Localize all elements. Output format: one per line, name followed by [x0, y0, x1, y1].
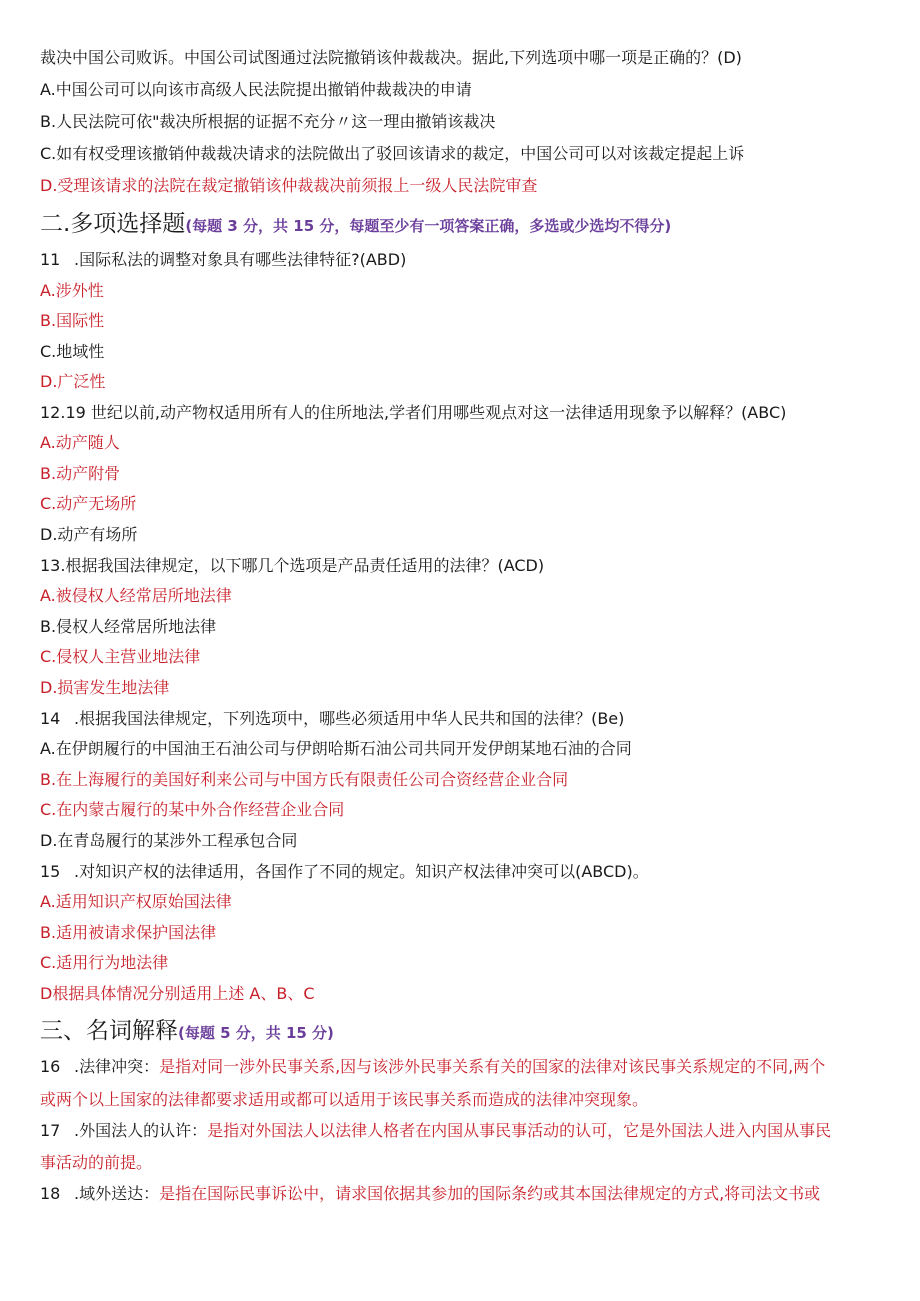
question-text: .对知识产权的法律适用，各国作了不同的规定。知识产权法律冲突可以(ABCD)。 — [74, 862, 649, 881]
section-title: 三、名词解释 — [40, 1018, 178, 1044]
q17-term — [40, 1120, 890, 1142]
q10-option-c: C.如有权受理该撤销仲裁裁决请求的法院做出了驳回该请求的裁定，中国公司可以对该裁定提起上诉 — [40, 144, 745, 163]
q10-option-d: D.受理该请求的法院在裁定撤销该仲裁裁决前须报上一级人民法院审查 — [40, 176, 538, 195]
q10-option-a: A.中国公司可以向该市高级人民法院提出撤销仲裁裁决的申请 — [40, 80, 472, 99]
definition-text: 是指在国际民事诉讼中，请求国依据其参加的国际条约或其本国法律规定的方式,将司法文书或 — [159, 1184, 821, 1203]
question-number: 15 — [40, 862, 61, 881]
q11-stem — [40, 249, 890, 271]
q11-option-c: C.地域性 — [40, 342, 105, 361]
q10-stem-continuation: 裁决中国公司败诉。中国公司试图通过法院撤销该仲裁裁决。据此,下列选项中哪一项是正确的？(D) — [40, 48, 742, 67]
question-number: 18 — [40, 1184, 61, 1203]
definition-text: 是指对外国法人以法律人格者在内国从事民事活动的认可，它是外国法人进入内国从事民 — [207, 1121, 832, 1140]
q12-option-b: B.动产附骨 — [40, 464, 121, 483]
q14-option-c: C.在内蒙古履行的某中外合作经营企业合同 — [40, 800, 345, 819]
term-label: .法律冲突： — [74, 1057, 160, 1076]
section-heading-multiple-choice — [40, 209, 890, 241]
q15-option-a: A.适用知识产权原始国法律 — [40, 892, 232, 911]
q14-option-b: B.在上海履行的美国好利来公司与中国方氏有限责任公司合资经营企业合同 — [40, 770, 569, 789]
question-text: .根据我国法律规定，下列选项中，哪些必须适用中华人民共和国的法律？(Be) — [74, 709, 625, 728]
section-heading-term-definitions — [40, 1016, 890, 1048]
q11-option-b: B.国际性 — [40, 311, 105, 330]
section-title: 二.多项选择题 — [40, 211, 186, 237]
q13-option-c: C.侵权人主营业地法律 — [40, 647, 201, 666]
q17-definition-continued: 事活动的前提。 — [40, 1153, 153, 1172]
section-scoring-note: (每题 3 分，共 15 分，每题至少有一项答案正确，多选或少选均不得分) — [185, 217, 672, 235]
q18-term — [40, 1183, 890, 1205]
q14-stem — [40, 708, 890, 730]
q12-option-c: C.动产无场所 — [40, 494, 137, 513]
question-number: 14 — [40, 709, 61, 728]
q12-option-d: D.动产有场所 — [40, 525, 138, 544]
q11-option-a: A.涉外性 — [40, 281, 104, 300]
q16-definition-continued: 或两个以上国家的法律都要求适用或都可以适用于该民事关系而造成的法律冲突现象。 — [40, 1090, 649, 1109]
q14-option-a: A.在伊朗履行的中国油王石油公司与伊朗哈斯石油公司共同开发伊朗某地石油的合同 — [40, 739, 632, 758]
q15-option-d: D根据具体情况分别适用上述 A、B、C — [40, 984, 315, 1003]
term-label: .外国法人的认许： — [74, 1121, 208, 1140]
q13-option-b: B.侵权人经常居所地法律 — [40, 617, 217, 636]
question-number: 17 — [40, 1121, 61, 1140]
question-number: 11 — [40, 250, 61, 269]
q10-option-b: B.人民法院可依"裁决所根据的证据不充分〃这一理由撤销该裁决 — [40, 112, 496, 131]
question-number: 16 — [40, 1057, 61, 1076]
q12-stem: 12.19 世纪以前,动产物权适用所有人的住所地法,学者们用哪些观点对这一法律适用现象予以解释？(ABC) — [40, 403, 787, 422]
q15-stem — [40, 861, 890, 883]
q16-term — [40, 1056, 890, 1078]
q15-option-b: B.适用被请求保护国法律 — [40, 923, 217, 942]
section-scoring-note: (每题 5 分，共 15 分) — [178, 1024, 334, 1042]
term-label: .域外送达： — [74, 1184, 160, 1203]
q15-option-c: C.适用行为地法律 — [40, 953, 169, 972]
q11-option-d: D.广泛性 — [40, 372, 106, 391]
q13-stem: 13.根据我国法律规定，以下哪几个选项是产品责任适用的法律？(ACD) — [40, 556, 545, 575]
q13-option-d: D.损害发生地法律 — [40, 678, 170, 697]
q12-option-a: A.动产随人 — [40, 433, 120, 452]
question-text: .国际私法的调整对象具有哪些法律特征?(ABD) — [74, 250, 407, 269]
q14-option-d: D.在青岛履行的某涉外工程承包合同 — [40, 831, 298, 850]
definition-text: 是指对同一涉外民事关系,因与该涉外民事关系有关的国家的法律对该民事关系规定的不同,两个 — [159, 1057, 826, 1076]
q13-option-a: A.被侵权人经常居所地法律 — [40, 586, 232, 605]
